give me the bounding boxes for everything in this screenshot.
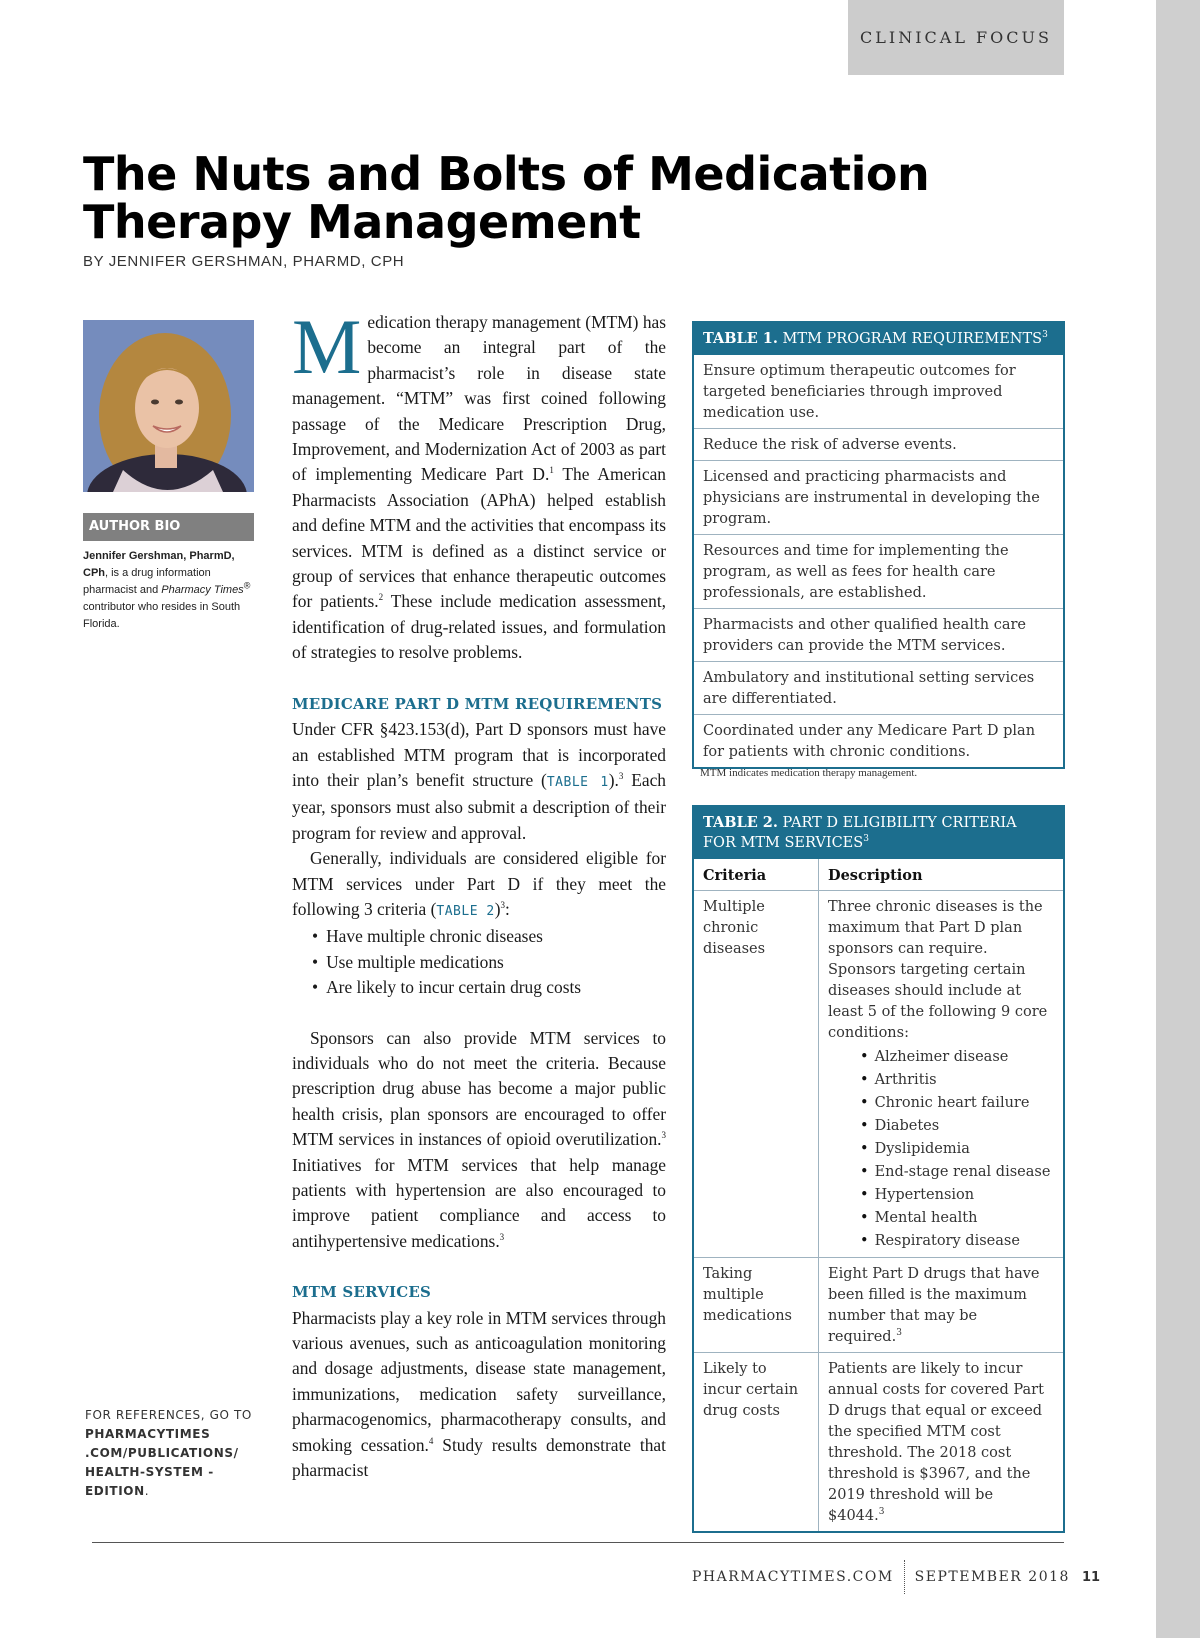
table-1-title (694, 323, 1063, 355)
description-text: Three chronic diseases is the maximum that Part D plan sponsors can require. Sponsors targeting certain diseases should include at least 5 of the following 9 core conditions: (828, 899, 1048, 1041)
drop-cap: M (292, 303, 362, 390)
citation: 3 (896, 1328, 902, 1339)
paragraph-text: Each year, sponsors must also submit a description of their program for review and approval. (292, 769, 666, 843)
list-item: • Dyslipidemia (860, 1138, 1054, 1161)
table-row: Ensure optimum therapeutic outcomes for targeted beneficiaries through improved medication use. (703, 363, 1016, 421)
table-2-grid (694, 859, 1063, 1531)
list-item: • Use multiple medications (312, 950, 666, 975)
table-cell-criteria: Multiple chronic diseases (694, 890, 819, 1257)
paragraph-text: : (504, 898, 510, 919)
citation: 3 (1042, 330, 1048, 341)
table-2 (692, 805, 1065, 1533)
mtm-services-paragraph (292, 1306, 666, 1484)
list-item: • Mental health (860, 1207, 1054, 1230)
article-title: The Nuts and Bolts of Medication Therapy Management (83, 147, 930, 249)
table-row: Pharmacists and other qualified health care providers can provide the MTM services. (694, 608, 1063, 661)
author-bio-text-b: contributor who resides in South Florida. (83, 601, 241, 630)
table-1-label: TABLE 1. (703, 330, 778, 347)
intro-paragraph (292, 303, 666, 666)
list-item: • Arthritis (860, 1069, 1054, 1092)
section-heading-mtm-services: MTM SERVICES (292, 1283, 432, 1302)
table-row: Ambulatory and institutional setting services are differentiated. (694, 661, 1063, 714)
citation: 3 (499, 1232, 505, 1243)
references-lead: FOR REFERENCES, GO TO (85, 1408, 252, 1422)
intro-text-end: These include medication assessment, identification of drug-related issues, and formulation of strategies to resolve problems. (292, 591, 666, 663)
author-photo (83, 320, 254, 492)
table-row: Coordinated under any Medicare Part D plan for patients with chronic conditions. (694, 714, 1063, 767)
footer-date: SEPTEMBER 2018 (914, 1569, 1070, 1585)
paragraph-text: Pharmacists play a key role in MTM services through various avenues, such as anticoagulation monitoring and dosage adjustments, disease state management, immunizations, medication safety surveillance, pharmacogenomics, pharmacotherapy consults, and smoking cessation. (292, 1307, 666, 1455)
footer-separator (904, 1560, 905, 1594)
section-heading-part-d: MEDICARE PART D MTM REQUIREMENTS (292, 694, 663, 713)
citation: 3 (500, 900, 505, 911)
part-d-paragraph-1 (292, 717, 666, 846)
citation: 3 (878, 1507, 885, 1518)
citation: 3 (863, 834, 869, 845)
column-header-description: Description (828, 867, 923, 884)
paragraph-text: Under CFR §423.153(d), Part D sponsors must have an established MTM program that is incorporated into their plan’s benefit structure ( (292, 719, 666, 790)
paragraph-text: ) (494, 898, 501, 919)
citation: 4 (428, 1435, 434, 1446)
table-cell-description (819, 1352, 1063, 1531)
column-header-criteria: Criteria (694, 859, 819, 890)
part-d-paragraph-2 (292, 846, 666, 924)
description-text: Eight Part D drugs that have been filled is the maximum number that may be required. (828, 1266, 1040, 1345)
list-item: • Hypertension (860, 1184, 1054, 1207)
section-tab: CLINICAL FOCUS (848, 0, 1064, 75)
table-2-title (694, 807, 1063, 859)
intro-text: edication therapy management (MTM) has become an integral part of the pharmacist’s role in disease state management. “MTM” was first coined following passage of the Medicare Prescription Drug, Improvement, and Modernization Act of 2003 as part of implementing Medicare Part D. (292, 312, 666, 485)
paragraph-text: ). (608, 769, 619, 790)
table-row: Resources and time for implementing the program, as well as fees for health care professionals, are established. (694, 534, 1063, 608)
list-item: • Have multiple chronic diseases (312, 924, 666, 949)
table-1-reference[interactable]: TABLE 1 (546, 774, 609, 790)
list-item: • Diabetes (860, 1115, 1054, 1138)
list-item: • Alzheimer disease (860, 1046, 1054, 1069)
page-number: 11 (1081, 1569, 1101, 1585)
list-item: • Respiratory disease (860, 1230, 1054, 1253)
citation: 3 (618, 771, 624, 782)
part-d-paragraph-3 (292, 1026, 666, 1255)
table-cell-description (819, 1257, 1063, 1352)
criteria-list (292, 924, 666, 1000)
citation: 3 (661, 1130, 666, 1141)
citation: 1 (549, 465, 554, 476)
paragraph-text: Sponsors can also provide MTM services to individuals who do not meet the criteria. Because prescription drug abuse has become a major public health crisis, plan sponsors are encouraged to offer MTM services in instances of opioid overutilization. (292, 1027, 666, 1150)
references-note (85, 1406, 265, 1501)
table-cell-criteria: Likely to incur certain drug costs (694, 1352, 819, 1531)
references-end: . (144, 1484, 150, 1498)
publication-name: Pharmacy Times (161, 584, 244, 596)
description-text: Patients are likely to incur annual costs for covered Part D drugs that equal or exceed the specified MTM cost threshold. The 2018 cost threshold is $3967, and the 2019 threshold will be $4044. (828, 1361, 1044, 1524)
list-item: • Chronic heart failure (860, 1092, 1054, 1115)
table-row: Reduce the risk of adverse events. (694, 428, 1063, 460)
article-body (292, 303, 666, 1483)
table-2-label: TABLE 2. (703, 814, 778, 831)
author-bio-text-a: , is a drug information pharmacist and (83, 567, 211, 596)
page-footer (692, 1560, 1100, 1594)
page-edge-strip (1156, 0, 1200, 1638)
references-link[interactable]: PHARMACYTIMES .COM/PUBLICATIONS/ HEALTH-SYSTEM -EDITION (85, 1427, 239, 1498)
table-cell-criteria: Taking multiple medications (694, 1257, 819, 1352)
table-1-footnote: MTM indicates medication therapy management. (700, 767, 918, 779)
paragraph-text: Study results demonstrate that pharmacist (292, 1434, 666, 1481)
intro-text-cont: The American Pharmacists Association (APhA) helped establish and define MTM and the activities that encompass its services. MTM is defined as a distinct service or group of services that enhance therapeutic outcomes for patients. (292, 464, 666, 612)
author-name: Jennifer Gershman, PharmD, CPh (83, 550, 235, 579)
registered-mark: ® (243, 580, 251, 591)
author-bio-heading: AUTHOR BIO (83, 513, 254, 541)
table-row: Licensed and practicing pharmacists and physicians are instrumental in developing the program. (694, 460, 1063, 534)
table-2-reference[interactable]: TABLE 2 (436, 903, 495, 919)
paragraph-text: Generally, individuals are considered eligible for MTM services under Part D if they meet the following 3 criteria ( (292, 848, 666, 919)
table-1-title-text: MTM PROGRAM REQUIREMENTS (777, 331, 1043, 347)
list-item: • End-stage renal disease (860, 1161, 1054, 1184)
footer-site[interactable]: PHARMACYTIMES.COM (692, 1569, 894, 1585)
paragraph-text: Initiatives for MTM services that help manage patients with hypertension are also encouraged to improve patient compliance and access to antihypertensive medications. (292, 1154, 666, 1251)
table-cell-description (819, 890, 1063, 1257)
table-1 (692, 321, 1065, 769)
citation: 2 (378, 592, 384, 603)
footer-rule (92, 1542, 1064, 1543)
core-conditions-list (828, 1046, 1054, 1253)
byline: BY JENNIFER GERSHMAN, PHARMD, CPH (83, 253, 405, 270)
author-bio (83, 548, 258, 633)
table-2-title-text: PART D ELIGIBILITY CRITERIA FOR MTM SERVICES (703, 815, 1017, 851)
list-item: • Are likely to incur certain drug costs (312, 975, 666, 1000)
